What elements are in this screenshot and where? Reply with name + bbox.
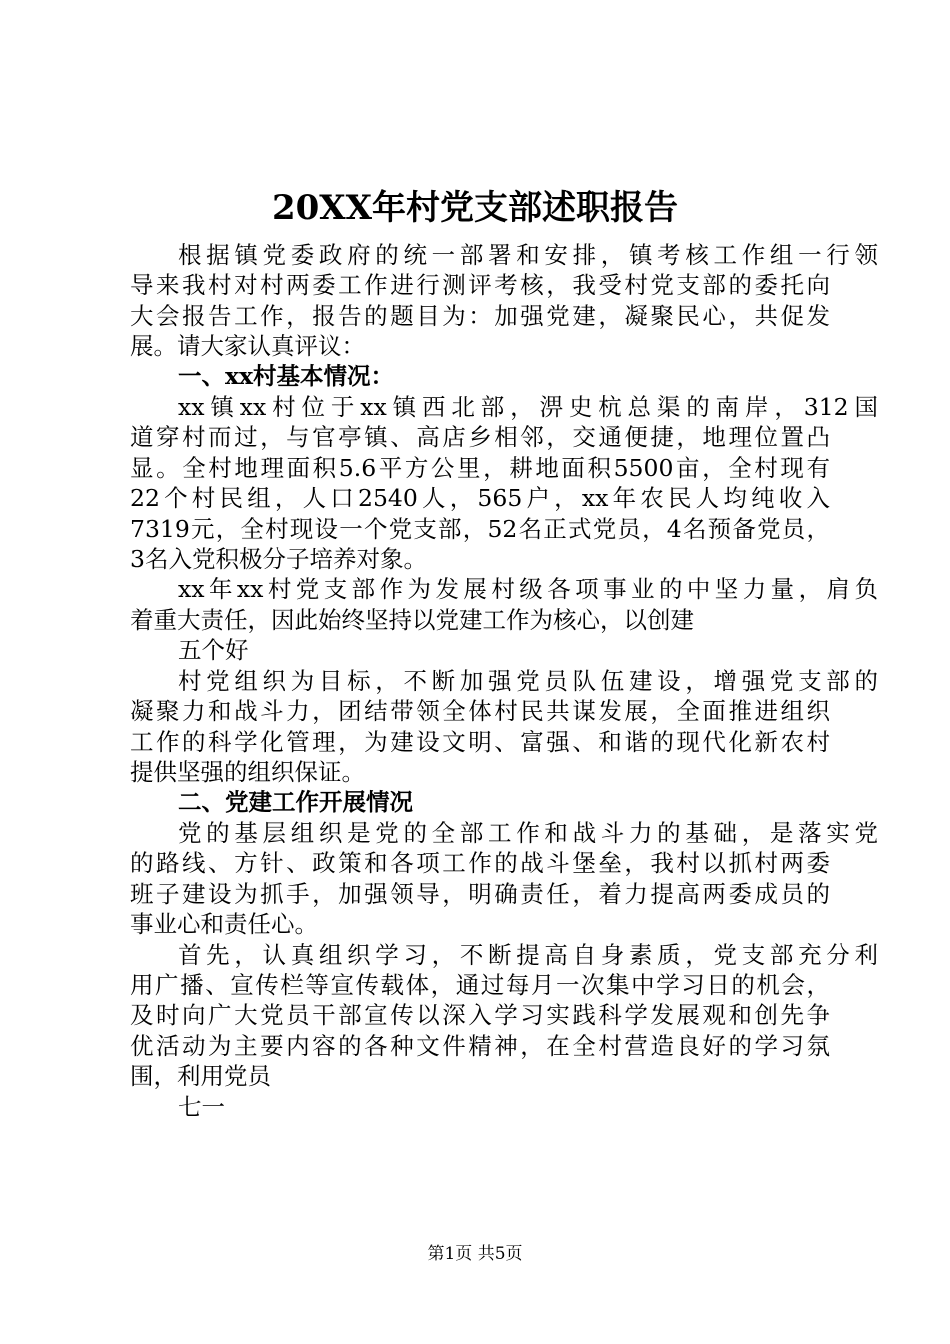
text-line: 道穿村而过，与官亭镇、高店乡相邻，交通便捷，地理位置凸 bbox=[130, 423, 830, 451]
text-line: 七一 bbox=[178, 1093, 225, 1121]
text-line: 五个好 bbox=[178, 636, 249, 664]
text-line: 用广播、宣传栏等宣传载体，通过每月一次集中学习日的机会， bbox=[130, 971, 830, 999]
text-line: 根据镇党委政府的统一部署和安排，镇考核工作组一行领 bbox=[178, 241, 878, 269]
text-line: xx镇xx村位于xx镇西北部，淠史杭总渠的南岸，312国 bbox=[178, 393, 878, 421]
text-line: 及时向广大党员干部宣传以深入学习实践科学发展观和创先争 bbox=[130, 1001, 830, 1029]
text-line: 着重大责任，因此始终坚持以党建工作为核心，以创建 bbox=[130, 606, 694, 634]
section-heading-1: 一、xx村基本情况： bbox=[178, 362, 395, 390]
document-title: 20XX年村党支部述职报告 bbox=[271, 188, 679, 228]
text-line: 村党组织为目标，不断加强党员队伍建设，增强党支部的 bbox=[178, 667, 878, 695]
text-line: 大会报告工作，报告的题目为：加强党建，凝聚民心，共促发 bbox=[130, 302, 830, 330]
text-line: xx年xx村党支部作为发展村级各项事业的中坚力量，肩负 bbox=[178, 575, 878, 603]
text-line: 显。全村地理面积5.6平方公里，耕地面积5500亩，全村现有 bbox=[130, 454, 830, 482]
text-line: 党的基层组织是党的全部工作和战斗力的基础，是落实党 bbox=[178, 819, 878, 847]
text-line: 的路线、方针、政策和各项工作的战斗堡垒，我村以抓村两委 bbox=[130, 849, 830, 877]
text-line: 3名入党积极分子培养对象。 bbox=[130, 545, 427, 573]
text-line: 展。请大家认真评议： bbox=[130, 332, 365, 360]
text-line: 7319元，全村现设一个党支部，52名正式党员，4名预备党员， bbox=[130, 515, 830, 543]
text-line: 首先，认真组织学习，不断提高自身素质，党支部充分利 bbox=[178, 941, 878, 969]
text-line: 围，利用党员 bbox=[130, 1062, 271, 1090]
text-line: 工作的科学化管理，为建设文明、富强、和谐的现代化新农村 bbox=[130, 728, 830, 756]
text-line: 导来我村对村两委工作进行测评考核，我受村党支部的委托向 bbox=[130, 271, 830, 299]
text-line: 事业心和责任心。 bbox=[130, 910, 318, 938]
text-line: 22个村民组，人口2540人，565户，xx年农民人均纯收入 bbox=[130, 484, 830, 512]
text-line: 提供坚强的组织保证。 bbox=[130, 758, 365, 786]
text-line: 优活动为主要内容的各种文件精神，在全村营造良好的学习氛 bbox=[130, 1032, 830, 1060]
text-line: 凝聚力和战斗力，团结带领全体村民共谋发展，全面推进组织 bbox=[130, 697, 830, 725]
section-heading-2: 二、党建工作开展情况 bbox=[178, 788, 413, 816]
page-footer: 第1页 共5页 bbox=[427, 1244, 523, 1264]
text-line: 班子建设为抓手，加强领导，明确责任，着力提高两委成员的 bbox=[130, 880, 830, 908]
